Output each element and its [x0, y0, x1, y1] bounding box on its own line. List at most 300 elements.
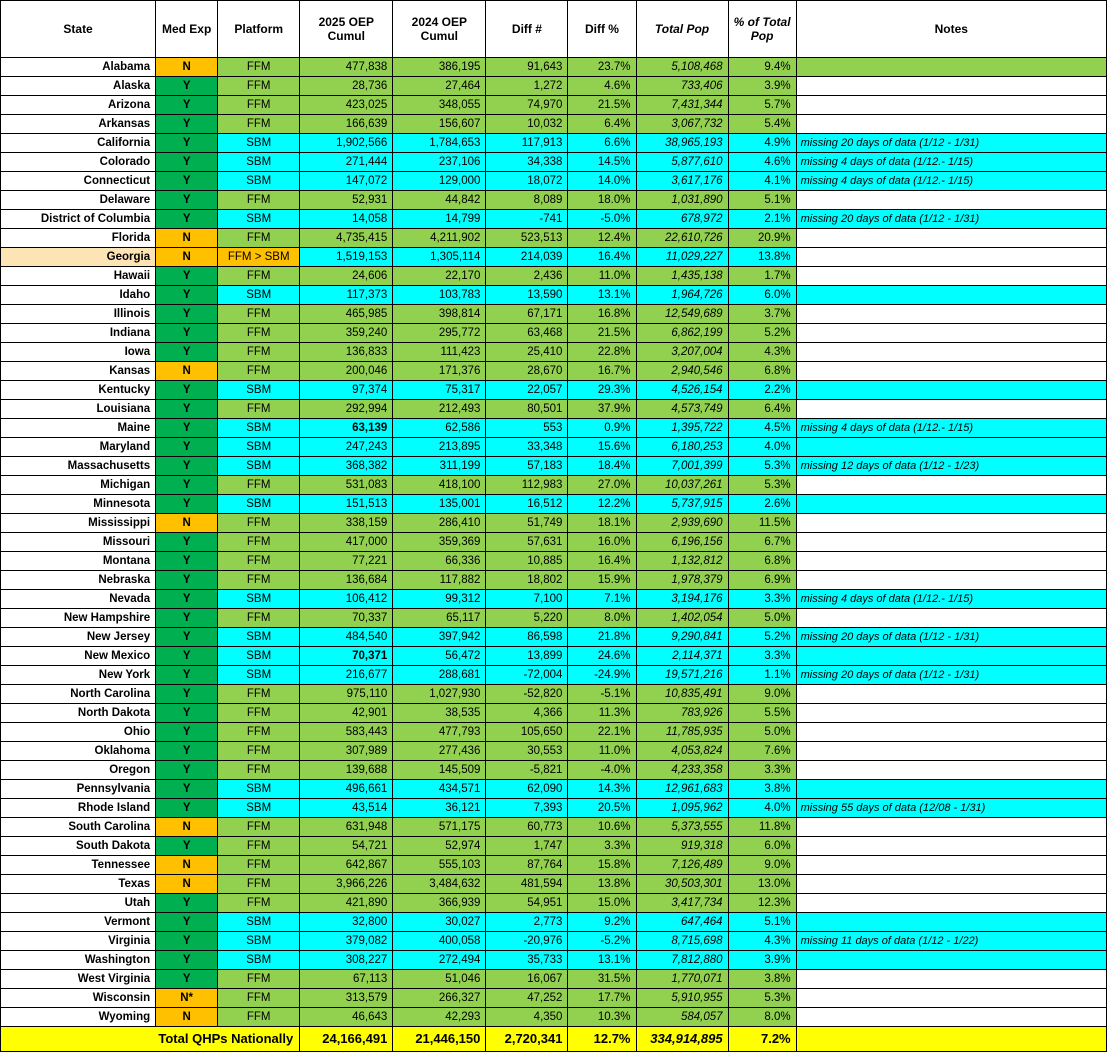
- row-2025-cumulative: 52,931: [300, 191, 393, 210]
- row-2024-cumulative: 477,793: [393, 723, 486, 742]
- row-medicaid-expansion: Y: [156, 761, 218, 780]
- row-platform: FFM: [218, 362, 300, 381]
- row-2025-cumulative: 70,371: [300, 647, 393, 666]
- row-notes: missing 20 days of data (1/12 - 1/31): [796, 628, 1106, 647]
- row-total-population: 2,114,371: [636, 647, 728, 666]
- row-medicaid-expansion: Y: [156, 305, 218, 324]
- row-diff-percent: 21.8%: [568, 628, 636, 647]
- row-notes: missing 20 days of data (1/12 - 1/31): [796, 210, 1106, 229]
- row-diff-percent: 3.3%: [568, 837, 636, 856]
- row-total-population: 12,549,689: [636, 305, 728, 324]
- row-2025-cumulative: 338,159: [300, 514, 393, 533]
- row-medicaid-expansion: Y: [156, 134, 218, 153]
- row-diff-number: 57,631: [486, 533, 568, 552]
- row-medicaid-expansion: Y: [156, 324, 218, 343]
- row-platform: FFM: [218, 514, 300, 533]
- row-state-name: Tennessee: [1, 856, 156, 875]
- row-state-name: Louisiana: [1, 400, 156, 419]
- row-diff-percent: 13.1%: [568, 286, 636, 305]
- row-2024-cumulative: 277,436: [393, 742, 486, 761]
- row-2024-cumulative: 111,423: [393, 343, 486, 362]
- row-medicaid-expansion: Y: [156, 286, 218, 305]
- row-platform: FFM: [218, 742, 300, 761]
- table-row: [1, 609, 1107, 628]
- row-diff-number: 1,272: [486, 77, 568, 96]
- table-row: [1, 476, 1107, 495]
- row-state-name: Montana: [1, 552, 156, 571]
- row-total-population: 19,571,216: [636, 666, 728, 685]
- table-row: [1, 951, 1107, 970]
- row-percent-of-total-pop: 2.1%: [728, 210, 796, 229]
- table-row: [1, 172, 1107, 191]
- row-medicaid-expansion: Y: [156, 799, 218, 818]
- row-medicaid-expansion: Y: [156, 704, 218, 723]
- row-platform: FFM: [218, 818, 300, 837]
- table-row: [1, 799, 1107, 818]
- row-notes: [796, 837, 1106, 856]
- row-medicaid-expansion: Y: [156, 951, 218, 970]
- row-diff-percent: 20.5%: [568, 799, 636, 818]
- row-diff-number: 47,252: [486, 989, 568, 1008]
- row-notes: [796, 400, 1106, 419]
- row-notes: [796, 362, 1106, 381]
- row-medicaid-expansion: Y: [156, 96, 218, 115]
- row-percent-of-total-pop: 3.3%: [728, 590, 796, 609]
- row-total-population: 6,196,156: [636, 533, 728, 552]
- row-platform: FFM: [218, 476, 300, 495]
- row-total-population: 7,001,399: [636, 457, 728, 476]
- row-diff-number: 74,970: [486, 96, 568, 115]
- row-2025-cumulative: 166,639: [300, 115, 393, 134]
- row-2024-cumulative: 75,317: [393, 381, 486, 400]
- row-total-population: 5,910,955: [636, 989, 728, 1008]
- row-medicaid-expansion: Y: [156, 77, 218, 96]
- row-state-name: Virginia: [1, 932, 156, 951]
- row-2024-cumulative: 14,799: [393, 210, 486, 229]
- row-notes: [796, 609, 1106, 628]
- row-notes: [796, 381, 1106, 400]
- row-medicaid-expansion: Y: [156, 172, 218, 191]
- table-row: [1, 571, 1107, 590]
- row-2025-cumulative: 531,083: [300, 476, 393, 495]
- row-2025-cumulative: 465,985: [300, 305, 393, 324]
- row-notes: [796, 856, 1106, 875]
- row-2025-cumulative: 1,902,566: [300, 134, 393, 153]
- row-diff-number: 16,512: [486, 495, 568, 514]
- total-pop: 334,914,895: [636, 1027, 728, 1052]
- row-state-name: California: [1, 134, 156, 153]
- row-2024-cumulative: 555,103: [393, 856, 486, 875]
- row-notes: missing 4 days of data (1/12.- 1/15): [796, 172, 1106, 191]
- row-platform: FFM: [218, 704, 300, 723]
- table-row: [1, 552, 1107, 571]
- row-state-name: Michigan: [1, 476, 156, 495]
- row-2025-cumulative: 14,058: [300, 210, 393, 229]
- row-notes: missing 4 days of data (1/12.- 1/15): [796, 153, 1106, 172]
- row-state-name: South Carolina: [1, 818, 156, 837]
- row-diff-number: 67,171: [486, 305, 568, 324]
- row-notes: [796, 229, 1106, 248]
- row-2025-cumulative: 200,046: [300, 362, 393, 381]
- table-row: [1, 913, 1107, 932]
- row-total-population: 5,877,610: [636, 153, 728, 172]
- table-row: [1, 837, 1107, 856]
- row-notes: [796, 913, 1106, 932]
- header-platform: Platform: [218, 1, 300, 58]
- table-row: [1, 932, 1107, 951]
- row-platform: FFM: [218, 552, 300, 571]
- row-total-population: 8,715,698: [636, 932, 728, 951]
- row-percent-of-total-pop: 9.0%: [728, 856, 796, 875]
- row-platform: FFM: [218, 191, 300, 210]
- row-diff-number: 51,749: [486, 514, 568, 533]
- row-2024-cumulative: 30,027: [393, 913, 486, 932]
- row-total-population: 4,053,824: [636, 742, 728, 761]
- row-notes: [796, 438, 1106, 457]
- table-row: [1, 457, 1107, 476]
- row-percent-of-total-pop: 6.0%: [728, 837, 796, 856]
- row-percent-of-total-pop: 3.7%: [728, 305, 796, 324]
- table-row: [1, 647, 1107, 666]
- row-platform: FFM: [218, 96, 300, 115]
- row-2025-cumulative: 136,833: [300, 343, 393, 362]
- row-2025-cumulative: 359,240: [300, 324, 393, 343]
- row-2025-cumulative: 136,684: [300, 571, 393, 590]
- row-medicaid-expansion: N: [156, 362, 218, 381]
- row-diff-percent: 12.4%: [568, 229, 636, 248]
- table-row: [1, 400, 1107, 419]
- row-percent-of-total-pop: 3.3%: [728, 761, 796, 780]
- row-medicaid-expansion: Y: [156, 970, 218, 989]
- row-state-name: New Hampshire: [1, 609, 156, 628]
- row-2024-cumulative: 398,814: [393, 305, 486, 324]
- row-total-population: 678,972: [636, 210, 728, 229]
- table-row: [1, 818, 1107, 837]
- row-platform: FFM: [218, 343, 300, 362]
- row-diff-percent: 21.5%: [568, 324, 636, 343]
- row-percent-of-total-pop: 2.6%: [728, 495, 796, 514]
- row-medicaid-expansion: Y: [156, 552, 218, 571]
- row-diff-percent: 18.0%: [568, 191, 636, 210]
- row-2024-cumulative: 397,942: [393, 628, 486, 647]
- row-total-population: 2,940,546: [636, 362, 728, 381]
- row-diff-number: 112,983: [486, 476, 568, 495]
- row-state-name: Illinois: [1, 305, 156, 324]
- row-platform: SBM: [218, 381, 300, 400]
- row-medicaid-expansion: Y: [156, 780, 218, 799]
- row-diff-percent: -24.9%: [568, 666, 636, 685]
- row-state-name: Kansas: [1, 362, 156, 381]
- row-2024-cumulative: 27,464: [393, 77, 486, 96]
- row-medicaid-expansion: Y: [156, 400, 218, 419]
- row-medicaid-expansion: Y: [156, 191, 218, 210]
- row-2024-cumulative: 22,170: [393, 267, 486, 286]
- row-2024-cumulative: 145,509: [393, 761, 486, 780]
- row-2025-cumulative: 147,072: [300, 172, 393, 191]
- row-2025-cumulative: 642,867: [300, 856, 393, 875]
- row-notes: [796, 875, 1106, 894]
- table-row: [1, 970, 1107, 989]
- row-diff-percent: 22.8%: [568, 343, 636, 362]
- row-percent-of-total-pop: 4.1%: [728, 172, 796, 191]
- row-2025-cumulative: 106,412: [300, 590, 393, 609]
- row-diff-number: -52,820: [486, 685, 568, 704]
- row-medicaid-expansion: Y: [156, 723, 218, 742]
- row-platform: SBM: [218, 457, 300, 476]
- row-2024-cumulative: 386,195: [393, 58, 486, 77]
- header-diff-pct: Diff %: [568, 1, 636, 58]
- row-medicaid-expansion: Y: [156, 533, 218, 552]
- row-medicaid-expansion: Y: [156, 457, 218, 476]
- row-2024-cumulative: 418,100: [393, 476, 486, 495]
- row-notes: [796, 58, 1106, 77]
- table-header-row: [1, 1, 1107, 58]
- row-diff-number: 2,773: [486, 913, 568, 932]
- row-medicaid-expansion: Y: [156, 495, 218, 514]
- table-body: [1, 58, 1107, 1027]
- row-2024-cumulative: 36,121: [393, 799, 486, 818]
- total-pct-pop: 7.2%: [728, 1027, 796, 1052]
- row-2025-cumulative: 70,337: [300, 609, 393, 628]
- row-medicaid-expansion: N: [156, 248, 218, 267]
- row-2024-cumulative: 1,027,930: [393, 685, 486, 704]
- row-notes: [796, 1008, 1106, 1027]
- row-medicaid-expansion: Y: [156, 932, 218, 951]
- row-percent-of-total-pop: 5.3%: [728, 457, 796, 476]
- row-diff-number: 80,501: [486, 400, 568, 419]
- row-medicaid-expansion: Y: [156, 590, 218, 609]
- row-medicaid-expansion: Y: [156, 381, 218, 400]
- row-platform: SBM: [218, 438, 300, 457]
- row-2024-cumulative: 434,571: [393, 780, 486, 799]
- row-diff-percent: 15.9%: [568, 571, 636, 590]
- row-diff-number: -20,976: [486, 932, 568, 951]
- row-medicaid-expansion: Y: [156, 438, 218, 457]
- row-state-name: District of Columbia: [1, 210, 156, 229]
- row-percent-of-total-pop: 5.4%: [728, 115, 796, 134]
- row-medicaid-expansion: N: [156, 229, 218, 248]
- row-platform: SBM: [218, 153, 300, 172]
- row-diff-number: 13,590: [486, 286, 568, 305]
- table-row: [1, 362, 1107, 381]
- table-row: [1, 96, 1107, 115]
- row-notes: [796, 761, 1106, 780]
- row-percent-of-total-pop: 9.4%: [728, 58, 796, 77]
- row-diff-number: 16,067: [486, 970, 568, 989]
- row-notes: [796, 324, 1106, 343]
- row-2025-cumulative: 28,736: [300, 77, 393, 96]
- table-row: [1, 381, 1107, 400]
- row-percent-of-total-pop: 3.9%: [728, 951, 796, 970]
- row-2024-cumulative: 400,058: [393, 932, 486, 951]
- row-state-name: Iowa: [1, 343, 156, 362]
- table-row: [1, 115, 1107, 134]
- row-state-name: Nevada: [1, 590, 156, 609]
- row-2025-cumulative: 46,643: [300, 1008, 393, 1027]
- row-2024-cumulative: 65,117: [393, 609, 486, 628]
- row-platform: FFM: [218, 1008, 300, 1027]
- row-medicaid-expansion: Y: [156, 343, 218, 362]
- table-row: [1, 742, 1107, 761]
- row-platform: SBM: [218, 286, 300, 305]
- row-notes: [796, 476, 1106, 495]
- row-notes: [796, 951, 1106, 970]
- row-2025-cumulative: 477,838: [300, 58, 393, 77]
- row-2025-cumulative: 77,221: [300, 552, 393, 571]
- table-row: [1, 666, 1107, 685]
- row-notes: [796, 780, 1106, 799]
- row-percent-of-total-pop: 5.7%: [728, 96, 796, 115]
- row-diff-number: 22,057: [486, 381, 568, 400]
- row-diff-percent: 4.6%: [568, 77, 636, 96]
- row-total-population: 6,862,199: [636, 324, 728, 343]
- row-medicaid-expansion: N*: [156, 989, 218, 1008]
- row-2024-cumulative: 38,535: [393, 704, 486, 723]
- row-platform: SBM: [218, 419, 300, 438]
- row-medicaid-expansion: Y: [156, 913, 218, 932]
- row-2025-cumulative: 42,901: [300, 704, 393, 723]
- row-notes: [796, 552, 1106, 571]
- row-platform: SBM: [218, 913, 300, 932]
- row-notes: missing 20 days of data (1/12 - 1/31): [796, 134, 1106, 153]
- row-diff-percent: 12.2%: [568, 495, 636, 514]
- row-state-name: Wyoming: [1, 1008, 156, 1027]
- row-2024-cumulative: 99,312: [393, 590, 486, 609]
- total-diff-num: 2,720,341: [486, 1027, 568, 1052]
- row-notes: missing 55 days of data (12/08 - 1/31): [796, 799, 1106, 818]
- row-platform: FFM: [218, 324, 300, 343]
- row-medicaid-expansion: Y: [156, 267, 218, 286]
- table-row: [1, 58, 1107, 77]
- row-percent-of-total-pop: 6.0%: [728, 286, 796, 305]
- row-state-name: Alabama: [1, 58, 156, 77]
- row-diff-number: 30,553: [486, 742, 568, 761]
- row-2025-cumulative: 484,540: [300, 628, 393, 647]
- row-total-population: 783,926: [636, 704, 728, 723]
- row-notes: [796, 248, 1106, 267]
- row-total-population: 1,095,962: [636, 799, 728, 818]
- row-platform: SBM: [218, 590, 300, 609]
- row-2025-cumulative: 631,948: [300, 818, 393, 837]
- row-platform: FFM: [218, 77, 300, 96]
- row-2024-cumulative: 4,211,902: [393, 229, 486, 248]
- row-2024-cumulative: 52,974: [393, 837, 486, 856]
- row-percent-of-total-pop: 4.5%: [728, 419, 796, 438]
- row-diff-percent: 21.5%: [568, 96, 636, 115]
- row-platform: FFM: [218, 609, 300, 628]
- row-diff-number: 91,643: [486, 58, 568, 77]
- row-platform: FFM: [218, 229, 300, 248]
- row-medicaid-expansion: Y: [156, 476, 218, 495]
- row-total-population: 2,939,690: [636, 514, 728, 533]
- row-platform: SBM: [218, 628, 300, 647]
- row-total-population: 7,812,880: [636, 951, 728, 970]
- row-state-name: New Mexico: [1, 647, 156, 666]
- row-diff-percent: 13.1%: [568, 951, 636, 970]
- row-2024-cumulative: 359,369: [393, 533, 486, 552]
- row-diff-number: 117,913: [486, 134, 568, 153]
- row-2025-cumulative: 63,139: [300, 419, 393, 438]
- row-platform: SBM: [218, 172, 300, 191]
- row-diff-percent: 16.0%: [568, 533, 636, 552]
- row-total-population: 10,037,261: [636, 476, 728, 495]
- row-total-population: 4,233,358: [636, 761, 728, 780]
- row-diff-number: 62,090: [486, 780, 568, 799]
- table-row: [1, 533, 1107, 552]
- row-platform: SBM: [218, 951, 300, 970]
- table-row: [1, 305, 1107, 324]
- row-2025-cumulative: 97,374: [300, 381, 393, 400]
- total-2025: 24,166,491: [300, 1027, 393, 1052]
- row-state-name: North Carolina: [1, 685, 156, 704]
- row-2024-cumulative: 62,586: [393, 419, 486, 438]
- row-state-name: Hawaii: [1, 267, 156, 286]
- row-notes: [796, 495, 1106, 514]
- table-row: [1, 77, 1107, 96]
- table-row: [1, 153, 1107, 172]
- row-medicaid-expansion: Y: [156, 153, 218, 172]
- total-label: Total QHPs Nationally: [1, 1027, 300, 1052]
- row-state-name: Washington: [1, 951, 156, 970]
- row-2025-cumulative: 1,519,153: [300, 248, 393, 267]
- row-diff-number: 86,598: [486, 628, 568, 647]
- row-state-name: Connecticut: [1, 172, 156, 191]
- row-notes: [796, 989, 1106, 1008]
- row-diff-number: 4,350: [486, 1008, 568, 1027]
- row-diff-percent: 15.6%: [568, 438, 636, 457]
- row-percent-of-total-pop: 8.0%: [728, 1008, 796, 1027]
- table-row: [1, 248, 1107, 267]
- table-row: [1, 894, 1107, 913]
- row-total-population: 1,402,054: [636, 609, 728, 628]
- row-diff-percent: 24.6%: [568, 647, 636, 666]
- row-total-population: 1,978,379: [636, 571, 728, 590]
- row-total-population: 733,406: [636, 77, 728, 96]
- row-diff-percent: 9.2%: [568, 913, 636, 932]
- row-notes: [796, 533, 1106, 552]
- row-state-name: Oklahoma: [1, 742, 156, 761]
- row-state-name: Arizona: [1, 96, 156, 115]
- row-2025-cumulative: 3,966,226: [300, 875, 393, 894]
- row-notes: [796, 286, 1106, 305]
- row-percent-of-total-pop: 1.7%: [728, 267, 796, 286]
- row-percent-of-total-pop: 4.6%: [728, 153, 796, 172]
- row-2024-cumulative: 171,376: [393, 362, 486, 381]
- row-diff-percent: 27.0%: [568, 476, 636, 495]
- row-2025-cumulative: 43,514: [300, 799, 393, 818]
- row-medicaid-expansion: Y: [156, 628, 218, 647]
- row-total-population: 7,431,344: [636, 96, 728, 115]
- row-platform: SBM: [218, 495, 300, 514]
- table-row: [1, 856, 1107, 875]
- row-notes: [796, 723, 1106, 742]
- row-medicaid-expansion: N: [156, 514, 218, 533]
- row-state-name: Mississippi: [1, 514, 156, 533]
- row-diff-number: -741: [486, 210, 568, 229]
- row-total-population: 30,503,301: [636, 875, 728, 894]
- row-notes: [796, 970, 1106, 989]
- row-state-name: Florida: [1, 229, 156, 248]
- row-medicaid-expansion: Y: [156, 837, 218, 856]
- row-state-name: Maine: [1, 419, 156, 438]
- row-platform: FFM: [218, 267, 300, 286]
- row-diff-number: 10,885: [486, 552, 568, 571]
- row-2025-cumulative: 292,994: [300, 400, 393, 419]
- row-percent-of-total-pop: 6.4%: [728, 400, 796, 419]
- row-total-population: 6,180,253: [636, 438, 728, 457]
- row-percent-of-total-pop: 3.3%: [728, 647, 796, 666]
- row-2024-cumulative: 1,305,114: [393, 248, 486, 267]
